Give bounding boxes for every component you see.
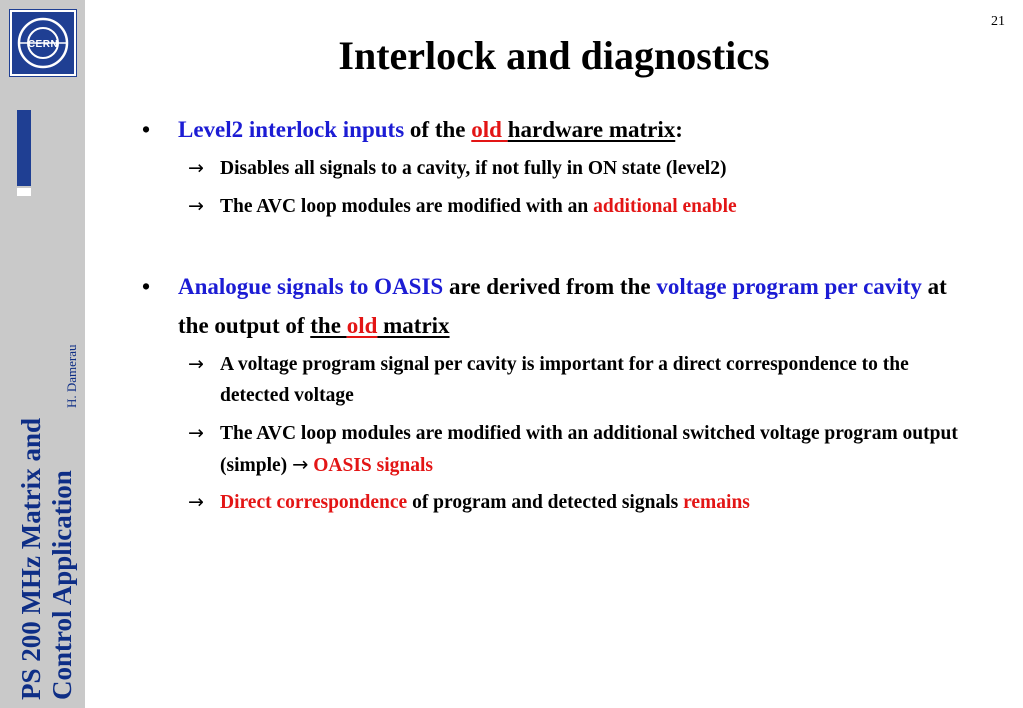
sidebar-author: H. Damerau bbox=[64, 344, 79, 408]
bullet-dot: • bbox=[142, 274, 151, 299]
sub-red-text: OASIS signals bbox=[308, 455, 434, 476]
sidebar-title-line1: PS 200 MHz Matrix and bbox=[16, 418, 46, 700]
bullet-2-part4: at the output of bbox=[178, 274, 947, 338]
arrow-icon: → bbox=[188, 157, 204, 179]
bullet-2-sub-1 bbox=[188, 349, 960, 411]
sub-red-text: additional enable bbox=[593, 196, 737, 217]
bullet-1-part3: old bbox=[471, 117, 508, 142]
bullet-1-sub-1 bbox=[188, 153, 960, 184]
sub-text: The AVC loop modules are modified with an bbox=[220, 196, 594, 217]
bullet-1-part2: of the bbox=[404, 117, 472, 142]
sidebar-accent-bar bbox=[17, 110, 31, 186]
bullet-1-part1: Level2 interlock inputs bbox=[178, 117, 405, 142]
bullet-1-part4: hardware matrix bbox=[507, 117, 676, 142]
bullet-1 bbox=[142, 110, 958, 149]
sub-text: of program and detected signals bbox=[407, 492, 684, 513]
arrow-icon: → bbox=[188, 422, 204, 444]
sub-text: A voltage program signal per cavity is important for a direct correspondence to the detected voltage bbox=[220, 354, 909, 406]
slide-title: Interlock and diagnostics bbox=[338, 33, 770, 78]
bullet-2-part5: the bbox=[310, 313, 347, 338]
bullet-1-sub-2 bbox=[188, 191, 960, 222]
bullet-2 bbox=[142, 267, 958, 345]
sub-red-text-2: remains bbox=[683, 492, 750, 513]
bullet-2-sub-2 bbox=[188, 418, 960, 481]
bullet-2-part7: matrix bbox=[377, 313, 450, 338]
bullet-dot: • bbox=[142, 117, 151, 142]
sidebar bbox=[0, 0, 85, 708]
arrow-icon: → bbox=[188, 195, 204, 217]
page-number: 21 bbox=[991, 14, 1005, 29]
bullet-2-part2: are derived from the bbox=[443, 274, 657, 299]
sub-red-text: Direct correspondence bbox=[220, 492, 408, 513]
bullet-1-part5: : bbox=[675, 117, 683, 142]
sidebar-title-line2: Control Application bbox=[47, 470, 77, 700]
logo-text: CERN bbox=[27, 39, 59, 50]
arrow-icon: → bbox=[188, 353, 204, 375]
bullet-2-part6: old bbox=[346, 313, 378, 338]
inline-arrow-icon: → bbox=[292, 453, 309, 476]
sub-text: Disables all signals to a cavity, if not fully in ON state (level2) bbox=[220, 158, 727, 179]
sidebar-accent-gap bbox=[17, 188, 31, 196]
cern-logo bbox=[9, 9, 77, 77]
bullet-2-part3: voltage program per cavity bbox=[656, 274, 922, 299]
bullet-2-part1: Analogue signals to OASIS bbox=[178, 274, 444, 299]
sub-text: The AVC loop modules are modified with an additional switched voltage program output (simple) bbox=[220, 423, 958, 476]
arrow-icon: → bbox=[188, 491, 204, 513]
bullet-2-sub-3 bbox=[188, 487, 960, 518]
